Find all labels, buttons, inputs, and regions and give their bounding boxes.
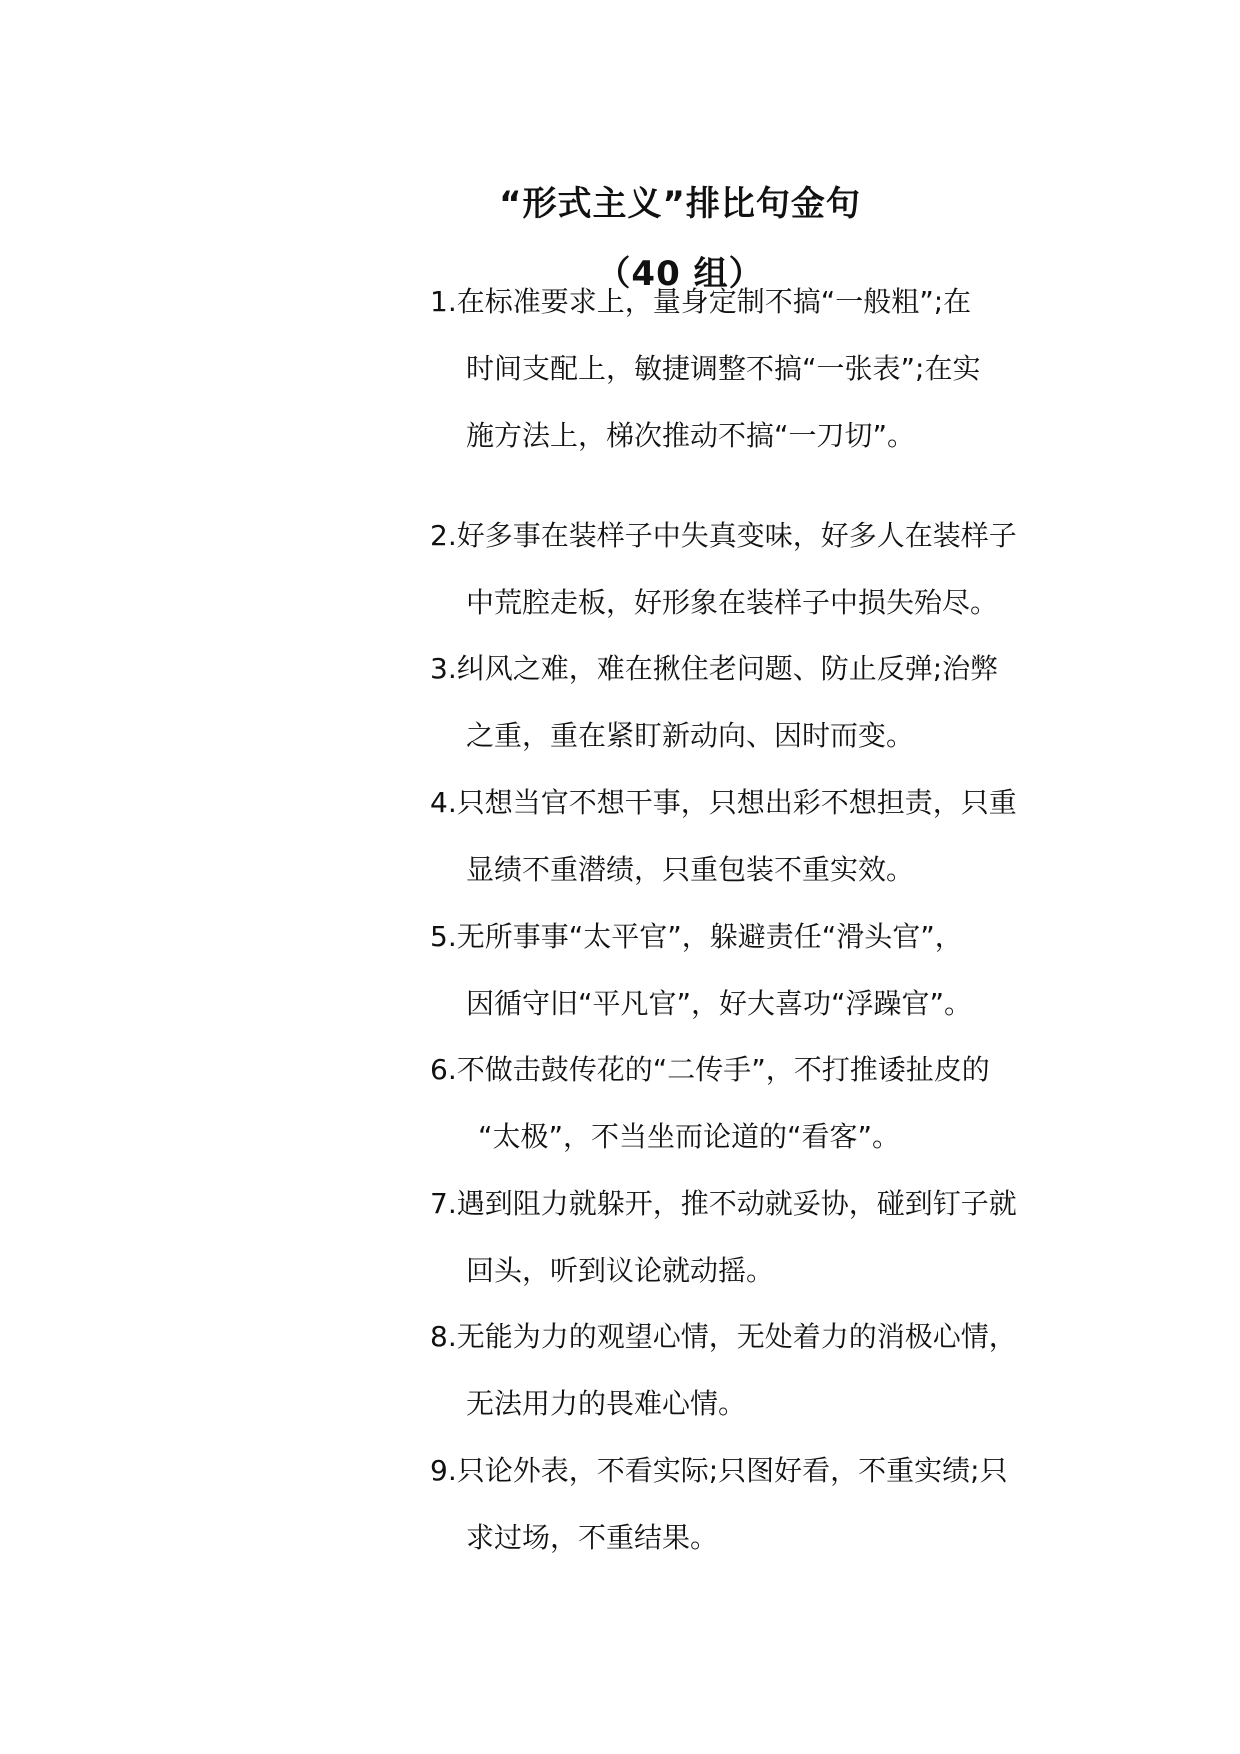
item-line: 显绩不重潜绩，只重包装不重实效。 <box>466 853 915 886</box>
list-item <box>430 769 1050 903</box>
item-line: 9.只论外表，不看实际;只图好看，不重实绩;只 <box>430 1454 1008 1487</box>
item-line: 3.纠风之难，难在揪住老问题、防止反弹;治弊 <box>430 652 999 685</box>
item-line: 之重，重在紧盯新动向、因时而变。 <box>466 719 915 752</box>
item-line: 施方法上，梯次推动不搞“一刀切”。 <box>466 419 916 452</box>
list-item <box>430 903 1050 1037</box>
item-line: 中荒腔走板，好形象在装样子中损失殆尽。 <box>466 586 999 619</box>
item-line: 因循守旧“平凡官”，好大喜功“浮躁官”。 <box>466 987 973 1020</box>
item-line: 回头，听到议论就动摇。 <box>466 1254 775 1287</box>
item-line: 7.遇到阻力就躲开，推不动就妥协，碰到钉子就 <box>430 1187 1017 1220</box>
item-line: 8.无能为力的观望心情，无处着力的消极心情， <box>430 1320 1017 1353</box>
item-line: 6.不做击鼓传花的“二传手”，不打推诿扯皮的 <box>430 1053 990 1086</box>
item-line: 求过场，不重结果。 <box>466 1521 719 1554</box>
item-line: 4.只想当官不想干事，只想出彩不想担责，只重 <box>430 786 1017 819</box>
list-item <box>430 502 1050 636</box>
list-item <box>430 1170 1050 1304</box>
item-line: 5.无所事事“太平官”，躲避责任“滑头官”， <box>430 920 963 953</box>
document-subtitle: （40 组） <box>596 254 764 294</box>
document-title: “形式主义”排比句金句 <box>499 184 861 224</box>
item-line: 无法用力的畏难心情。 <box>466 1387 747 1420</box>
item-line: “太极”，不当坐而论道的“看客”。 <box>478 1120 901 1153</box>
item-line: 时间支配上，敏捷调整不搞“一张表”;在实 <box>466 352 981 385</box>
list-item <box>430 268 1050 469</box>
list-item <box>430 1437 1050 1571</box>
list-item <box>430 635 1050 769</box>
item-line: 2.好多事在装样子中失真变味，好多人在装样子 <box>430 519 1017 552</box>
list-item <box>430 1303 1050 1437</box>
item-line: 1.在标准要求上，量身定制不搞“一般粗”;在 <box>430 285 972 318</box>
list-item <box>430 1036 1050 1170</box>
